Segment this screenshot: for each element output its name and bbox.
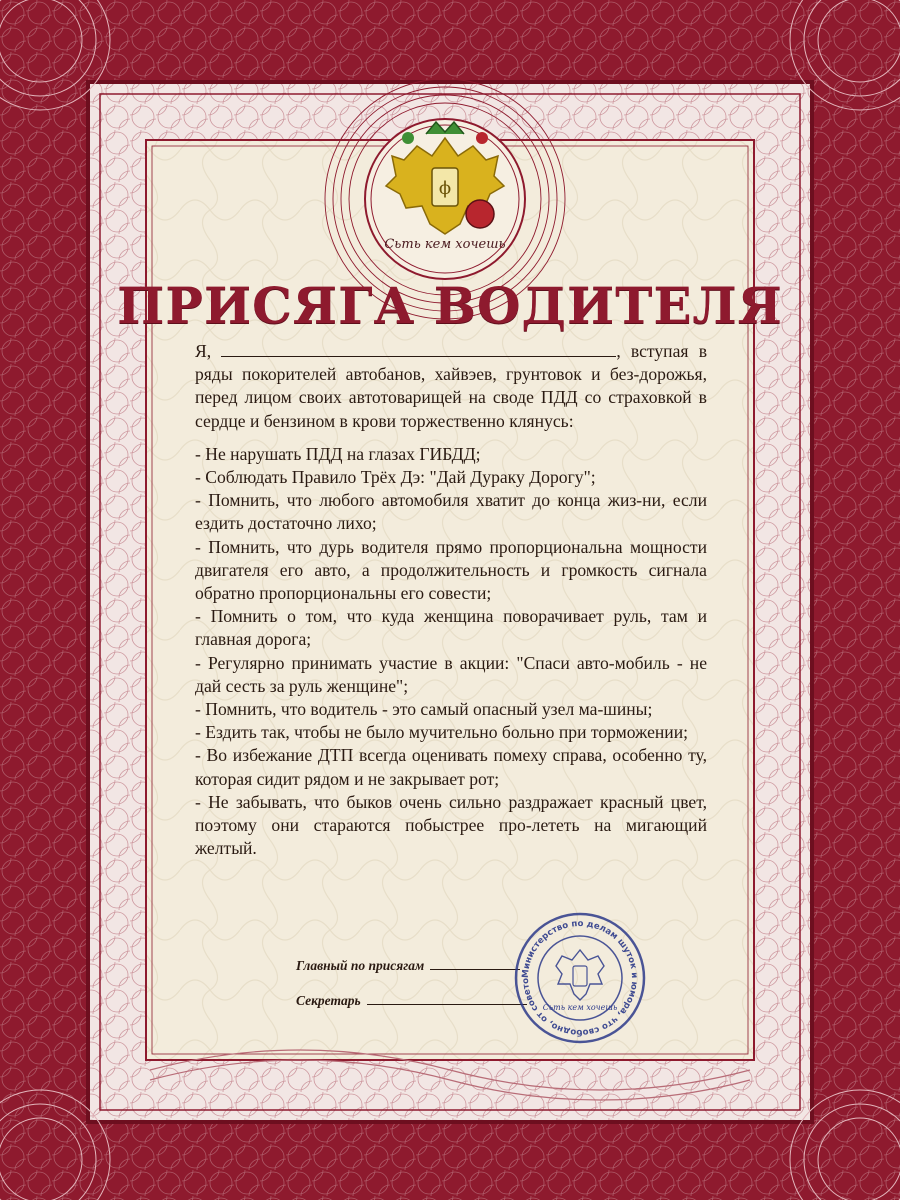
oath-item: - Помнить, что дурь водителя прямо пропорциональна мощности двигателя его авто, а продолжительность и громкость сигнала обратно пропорциональны его совести;	[195, 536, 707, 604]
official-stamp	[512, 910, 648, 1046]
stamp-center-motto: Сьть кем хочешь	[542, 1003, 618, 1012]
stamp-ring-text: Министерство по делам шуток и юмора, что свободно, от совето	[520, 918, 640, 1038]
intro-paragraph	[195, 340, 707, 433]
intro-text: в ряды покорителей автобанов, хайвэев, грунтовок и без-дорожья, перед лицом своих автотоварищей на своде ПДД со страховкой в сердце и бензином в крови торжественно клянусь:	[195, 341, 707, 431]
name-blank-line	[221, 342, 616, 357]
eagle-stamp-icon	[556, 950, 604, 1000]
emblem-motto: Сьть кем хочешь	[384, 237, 506, 252]
svg-text:ϕ: ϕ	[438, 178, 452, 199]
secretary-signature-row	[296, 993, 527, 1009]
chief-signature-label: Главный по присягам	[296, 958, 425, 973]
oath-item: - Не забывать, что быков очень сильно раздражает красный цвет, поэтому они стараются побыстрее про-лететь на мигающий желтый.	[195, 791, 707, 859]
chief-signature-line	[430, 959, 520, 970]
intro-after-blank: , вступая	[616, 341, 689, 361]
oath-body	[195, 340, 707, 860]
oath-item: - Ездить так, чтобы не было мучительно больно при торможении;	[195, 722, 689, 743]
secretary-signature-line	[367, 994, 527, 1005]
chief-signature-row	[296, 958, 520, 974]
intro-pronoun: Я,	[195, 341, 212, 361]
oath-item: - Помнить о том, что куда женщина поворачивает руль, там и главная дорога;	[195, 606, 707, 650]
oath-item: - Во избежание ДТП всегда оценивать помеху справа, особенно ту, которая сидит рядом и не закрывает рот;	[195, 745, 707, 789]
oath-item: - Помнить, что водитель - это самый опасный узел ма-шины;	[195, 699, 653, 720]
secretary-signature-label: Секретарь	[296, 993, 361, 1008]
oath-item: - Регулярно принимать участие в акции: "Спаси авто-мобиль - не дай сесть за руль женщине";	[195, 652, 707, 696]
oath-item: - Соблюдать Правило Трёх Дэ: "Дай Дураку Дорогу";	[195, 467, 596, 488]
oath-item: - Помнить, что любого автомобиля хватит до конца жиз-ни, если ездить достаточно лихо;	[195, 490, 707, 534]
oath-item: - Не нарушать ПДД на глазах ГИБДД;	[195, 443, 481, 464]
document-title: ПРИСЯГА ВОДИТЕЛЯ	[117, 276, 783, 335]
